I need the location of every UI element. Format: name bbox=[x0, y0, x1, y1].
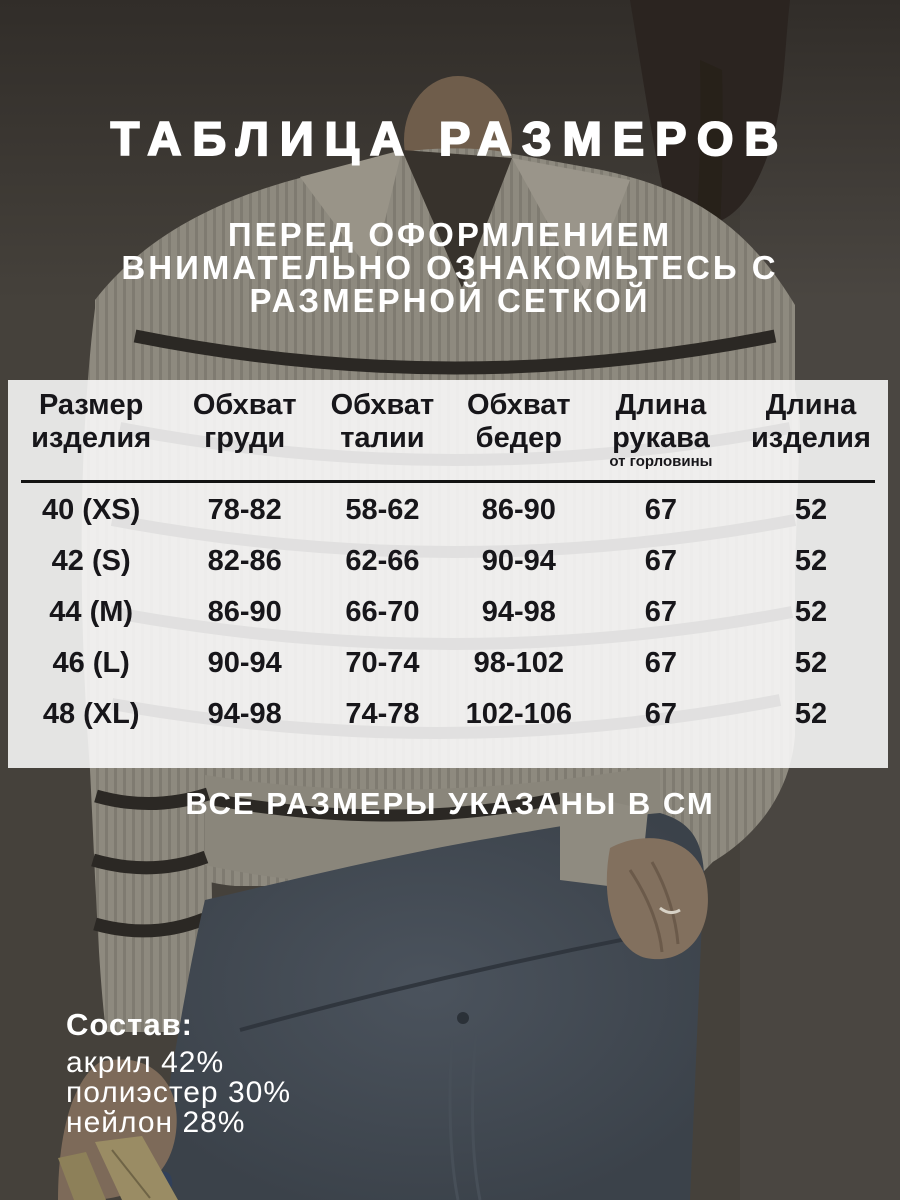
table-cell: 48 (XL) bbox=[42, 698, 140, 730]
table-cell: 67 bbox=[644, 647, 678, 679]
table-cell: 82-86 bbox=[207, 545, 282, 577]
table-cell: 90-94 bbox=[481, 545, 556, 577]
composition-title: Состав: bbox=[66, 1007, 193, 1042]
table-cell: 52 bbox=[794, 494, 828, 526]
composition-item: полиэстер 30% bbox=[66, 1076, 291, 1109]
table-row bbox=[8, 638, 888, 689]
table-row bbox=[8, 536, 888, 587]
table-cell: 74-78 bbox=[345, 698, 420, 730]
table-cell: 86-90 bbox=[207, 596, 282, 628]
table-cell: 67 bbox=[644, 494, 678, 526]
column-header-waist: Обхват талии bbox=[330, 389, 435, 454]
units-note: ВСЕ РАЗМЕРЫ УКАЗАНЫ В СМ bbox=[185, 786, 715, 821]
table-cell: 94-98 bbox=[481, 596, 556, 628]
table-cell: 52 bbox=[794, 698, 828, 730]
table-cell: 67 bbox=[644, 698, 678, 730]
column-header-chest: Обхват груди bbox=[192, 389, 297, 454]
table-divider bbox=[21, 480, 875, 483]
sleeve-from-neckline-note: от горловины bbox=[609, 453, 713, 470]
column-header-hips: Обхват бедер bbox=[466, 389, 571, 454]
table-body bbox=[8, 485, 888, 740]
size-table-panel bbox=[8, 380, 888, 768]
table-header-row bbox=[8, 389, 888, 470]
table-cell: 62-66 bbox=[345, 545, 420, 577]
table-cell: 44 (M) bbox=[49, 596, 134, 628]
table-cell: 78-82 bbox=[207, 494, 282, 526]
table-cell: 90-94 bbox=[207, 647, 282, 679]
table-cell: 98-102 bbox=[473, 647, 564, 679]
table-cell: 67 bbox=[644, 596, 678, 628]
table-cell: 42 (S) bbox=[51, 545, 131, 577]
table-row bbox=[8, 689, 888, 740]
subtitle-line: РАЗМЕРНОЙ СЕТКОЙ bbox=[249, 282, 651, 319]
table-cell: 86-90 bbox=[481, 494, 556, 526]
column-header-garment-length: Длина изделия bbox=[750, 389, 871, 454]
table-cell: 102-106 bbox=[465, 698, 573, 730]
page-subtitle bbox=[0, 218, 900, 317]
subtitle-line: ВНИМАТЕЛЬНО ОЗНАКОМЬТЕСЬ С bbox=[121, 249, 779, 286]
table-cell: 52 bbox=[794, 647, 828, 679]
column-header-size: Размер изделия bbox=[31, 389, 152, 454]
composition-item: акрил 42% bbox=[66, 1046, 225, 1079]
table-cell: 94-98 bbox=[207, 698, 282, 730]
table-cell: 52 bbox=[794, 596, 828, 628]
composition-item: нейлон 28% bbox=[66, 1106, 246, 1139]
table-cell: 70-74 bbox=[345, 647, 420, 679]
composition-block bbox=[66, 1008, 291, 1138]
page-title: ТАБЛИЦА РАЗМЕРОВ bbox=[110, 112, 790, 166]
table-row bbox=[8, 587, 888, 638]
table-cell: 52 bbox=[794, 545, 828, 577]
table-cell: 46 (L) bbox=[52, 647, 130, 679]
table-cell: 66-70 bbox=[345, 596, 420, 628]
table-row bbox=[8, 485, 888, 536]
column-header-sleeve: Длина рукава от горловины bbox=[588, 389, 734, 470]
table-cell: 58-62 bbox=[345, 494, 420, 526]
table-cell: 40 (XS) bbox=[41, 494, 141, 526]
table-cell: 67 bbox=[644, 545, 678, 577]
subtitle-line: ПЕРЕД ОФОРМЛЕНИЕМ bbox=[227, 216, 673, 253]
